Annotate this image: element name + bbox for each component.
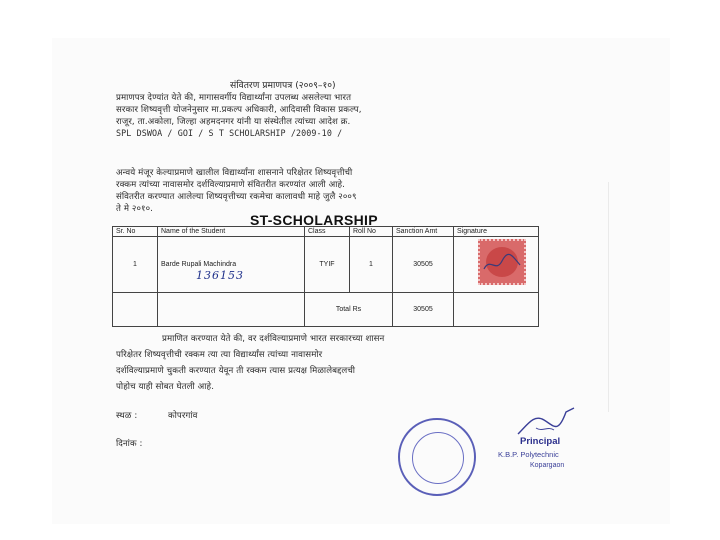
cell-sr: 1 — [113, 237, 158, 293]
revenue-stamp — [478, 239, 526, 285]
cell-name: Barde Rupali Machindra — [158, 237, 305, 293]
para3-line-1: प्रमाणित करण्यात येते की, वर दर्शविल्याप्रमाणे भारत सरकारच्या शासन — [162, 334, 385, 344]
scholarship-table — [112, 226, 539, 327]
table-header-row — [113, 227, 539, 237]
principal-title: Principal — [520, 436, 561, 447]
order-reference: SPL DSWOA / GOI / S T SCHOLARSHIP /2009-10 / — [116, 128, 343, 138]
certificate-heading: संवितरण प्रमाणपत्र (२००९–१०) — [230, 80, 336, 91]
intro-line-3: राजूर, ता.अकोला, जिल्हा अहमदनगर यांनी या संस्थेतील त्यांच्या आदेश क्र. — [116, 117, 351, 127]
col-sanction-amt: Sanction Amt — [393, 227, 454, 237]
stamp-signature-scribble — [478, 239, 526, 285]
para3-line-3: दर्शविल्याप्रमाणे चुकती करण्यात येवून ती रक्कम त्यास प्रत्यक्ष मिळालेबद्दलची — [116, 366, 356, 376]
place-label: स्थळ : — [116, 411, 138, 421]
col-signature: Signature — [454, 227, 539, 237]
date-label: दिनांक : — [116, 439, 143, 449]
cell-amount: 30505 — [393, 237, 454, 293]
page-fold-line — [608, 182, 609, 412]
table-row — [113, 237, 539, 293]
institution-name: K.B.P. Polytechnic — [498, 450, 559, 459]
para3-line-2: परिक्षेतर शिष्यवृत्तीची रक्कम त्या त्या विद्यार्थ्यांस त्यांच्या नावासमोर — [116, 350, 323, 360]
para2-line-3: संवितरीत करण्यात आलेल्या शिष्यवृत्तीच्या रकमेचा कालावधी माहे जुलै २००९ — [116, 192, 357, 202]
institution-town: Kopargaon — [530, 462, 565, 469]
para2-line-2: रक्कम त्यांच्या नावासमोर दर्शविल्याप्रमाणे संवितरीत करण्यांत आली आहे. — [116, 180, 345, 190]
intro-line-2: सरकार शिष्यवृत्ती योजनेनुसार मा.प्रकल्प अधिकारी, आदिवासी विकास प्रकल्प, — [116, 105, 362, 115]
col-roll-no: Roll No — [350, 227, 393, 237]
principal-signature — [514, 404, 584, 440]
cell-roll: 1 — [350, 237, 393, 293]
table-title: ST-SCHOLARSHIP — [250, 212, 378, 228]
col-sr-no: Sr. No — [113, 227, 158, 237]
total-value: 30505 — [393, 293, 454, 327]
para2-line-4: ते मे २०१०. — [116, 204, 154, 214]
col-student-name: Name of the Student — [158, 227, 305, 237]
total-label: Total Rs — [305, 293, 393, 327]
para2-line-1: अन्वये मंजूर केल्याप्रमाणे खालील विद्यार्थ्यांना शासनाने परिक्षेतर शिष्यवृत्तीची — [116, 168, 353, 178]
intro-line-1: प्रमाणपत्र देण्यांत येते की, मागासवर्गीय विद्यार्थ्यांना उपलब्ध असलेल्या भारत — [116, 93, 352, 103]
handwritten-number: 136153 — [196, 269, 244, 282]
table-total-row — [113, 293, 539, 327]
place-value: कोपरगांव — [168, 411, 198, 421]
col-class: Class — [305, 227, 350, 237]
cell-class: TYIF — [305, 237, 350, 293]
para3-line-4: पोहोच याही सोबत घेतली आहे. — [116, 382, 215, 392]
institution-seal — [398, 418, 476, 496]
